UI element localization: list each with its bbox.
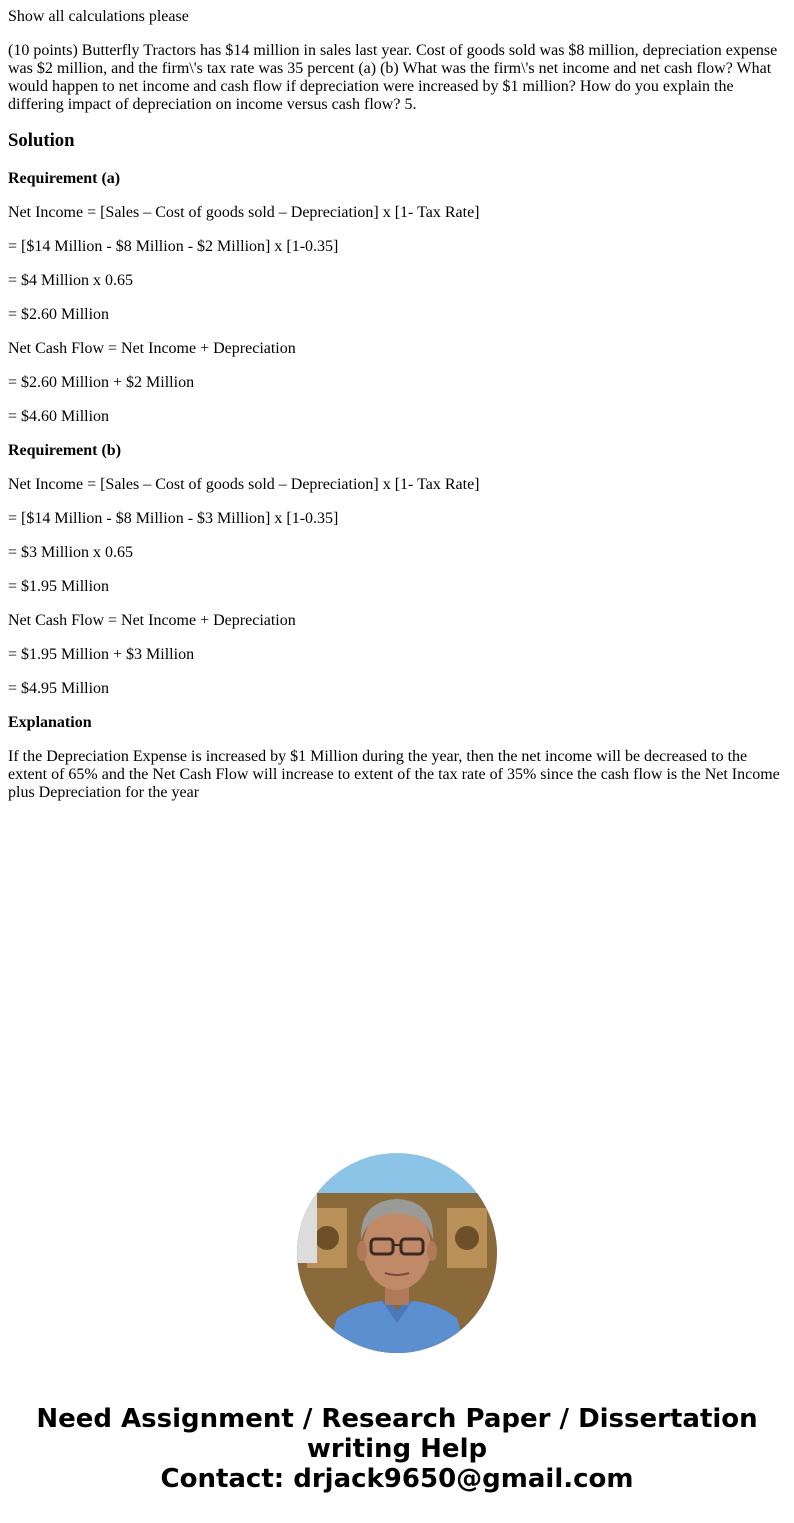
requirement-a-heading: Requirement (a) — [8, 170, 121, 187]
promo-line: writing Help — [306, 1434, 488, 1464]
contact-email: Contact: drjack9650@gmail.com — [160, 1464, 634, 1494]
promo-banner — [0, 1404, 794, 1494]
req-a-line: = $4 Million x 0.65 — [8, 272, 134, 289]
req-a-line: = $4.60 Million — [8, 408, 110, 425]
solution-heading: Solution — [8, 130, 75, 151]
explanation-heading: Explanation — [8, 714, 92, 731]
req-b-line: = $1.95 Million — [8, 578, 110, 595]
req-a-line: = [$14 Million - $8 Million - $2 Million] x [1-0.35] — [8, 238, 339, 255]
req-b-line: = [$14 Million - $8 Million - $3 Million] x [1-0.35] — [8, 510, 339, 527]
req-b-line: = $1.95 Million + $3 Million — [8, 646, 195, 663]
promo-line: Need Assignment / Research Paper / Dissertation — [36, 1404, 758, 1434]
req-a-line: Net Income = [Sales – Cost of goods sold – Depreciation] x [1- Tax Rate] — [8, 204, 480, 221]
req-a-line: = $2.60 Million + $2 Million — [8, 374, 195, 391]
req-a-line: = $2.60 Million — [8, 306, 110, 323]
req-b-line: Net Income = [Sales – Cost of goods sold – Depreciation] x [1- Tax Rate] — [8, 476, 480, 493]
question-text: (10 points) Butterfly Tractors has $14 million in sales last year. Cost of goods sold was $8 million, depreciation expense was $2 million, and the firm\'s tax rate was 35 percent (a) (b) What was the firm\'s net income and net cash flow? What would happen to net income and cash flow if depreciation were increased by $1 million? How do you explain the differing impact of depreciation on income versus cash flow? 5. — [8, 42, 778, 113]
req-b-line: Net Cash Flow = Net Income + Depreciation — [8, 612, 296, 629]
requirement-b-heading: Requirement (b) — [8, 442, 122, 459]
document-content — [8, 8, 786, 818]
req-b-line: = $4.95 Million — [8, 680, 110, 697]
author-avatar — [297, 1153, 497, 1353]
explanation-text: If the Depreciation Expense is increased by $1 Million during the year, then the net income will be decreased to the extent of 65% and the Net Cash Flow will increase to extent of the tax rate of 35% since the cash flow is the Net Income plus Depreciation for the year — [8, 748, 780, 801]
req-a-line: Net Cash Flow = Net Income + Depreciation — [8, 340, 296, 357]
req-b-line: = $3 Million x 0.65 — [8, 544, 134, 561]
question-title: Show all calculations please — [8, 8, 189, 25]
author-portrait-icon — [297, 1153, 497, 1353]
